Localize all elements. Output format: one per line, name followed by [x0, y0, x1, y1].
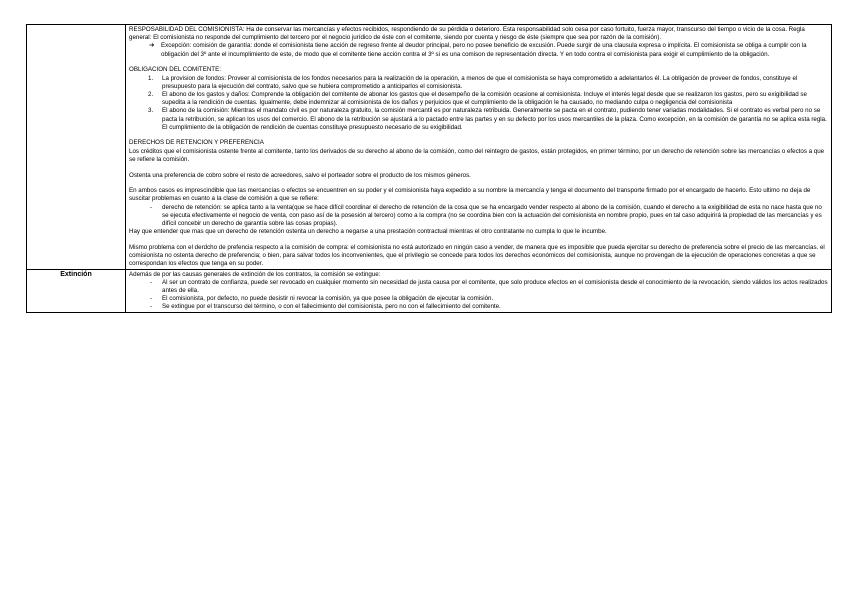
exception-text: Excepción: comisión de garantía: donde el comisionista tiene acción de regreso frente al deudor principal, pero no posee beneficio de excusión. Puede surgir de una clausula expresa o implícita. El comisionista se obliga a cumplir con la obligación del 3º ante el incumplimiento de este, de modo que el comitente tiene acción contra el 3º si es una comison de representación directa. Y en todo contra el comisionista para exigir el cumplimiento de la obligación.	[161, 42, 807, 58]
extincion-intro: Además de por las causas generales de extinción de los contratos, la comisión se extingue:	[129, 270, 381, 278]
arrow-icon: ➔	[149, 42, 155, 50]
responsabilidad-paragraph	[129, 26, 828, 42]
retencion-dash-item	[129, 204, 828, 229]
retencion-paragraph-5: Mismo problema con el derdcho de prefencia respecto a la comisión de compra: el comisionista no está autorizado en ningún caso a vender, de manera que es imposible que pueda ejercitar su derecho de preferencia sobre el precio de las mercancías. el comisionista no ostenta derecho de preferencia; o bien, para salvar todos los inconvenientes, que el privilegio se concede para todos los derechos económicos del comisionista, aunque no provengan de la ejecución de operaciones concretas a que se correspondan los efectos que tenga en su poder.	[129, 243, 825, 268]
row-label-extincion: Extinción	[27, 269, 126, 312]
extincion-item-text: Se extingue por el transcurso del término, o con el fallecimiento del comisionista, pero no con el fallecimiento del comitente.	[162, 303, 501, 311]
obligacion-list	[129, 75, 828, 132]
list-item-text: La provision de fondos: Proveer al comisionista de los fondos necesarios para la realización de la operación, a menos de que el comisionista se haya comprometido a adelantarlos él. La obligación de proveer de fondos, constituye el presupuesto para la ejecución del contrato, salvo que se hubiera comprometido a anticiparlos el comisionista.	[162, 74, 798, 90]
extincion-item	[129, 279, 828, 295]
obligacion-heading: OBLIGACION DEL COMITENTE:	[129, 66, 221, 74]
list-item	[129, 91, 828, 107]
list-item	[129, 107, 828, 132]
row-label-cell	[27, 25, 126, 270]
list-item-text: El abono de los gastos y daños: Comprende la obligación del comitente de abonar los gastos que el desempeño de la comisión ocasione al comisionista. Incluye el interés legal desde que se realizaron los gastos, pero su exigibilidad se supedita a la rendición de cuentas. Igualmente, debe indemnizar al comisionista de los daños y perjuicios que el cumplimiento de la obligación le ha causado, no mediando culpa o negligencia del comisionista	[162, 90, 807, 107]
extincion-item-text: El comisionista, por defecto, no puede desistir ni revocar la comisión, ya que posee la obligación de ejecutar la comisión.	[162, 295, 494, 303]
dash-item-text: derecho de retención: se aplica tanto a la venta(que se hace difícil coordinar el derecho de retención de la cosa que se ha encargado vender respecto al abono de la comisión, cuando el derecho a la exigibilidad de esta no nace hasta que no se ejecuta efectivamente el negocio de venta, con paso así de la posesión al tercero) como a la compra (no se coordina bien con la actuación del comisionista en nombre propio, pues en tal caso adquirirá la propiedad de las mercancías y es difícil concebir un derecho de garantía sobre las cosas propias).	[162, 203, 822, 228]
responsabilidad-heading: RESPOSABILIDAD DEL COMISIONISTA:	[129, 26, 245, 33]
row-content-cell	[126, 269, 832, 312]
row-content-cell	[126, 25, 832, 270]
dash-bullet-icon: -	[150, 295, 153, 303]
content-table	[26, 24, 832, 313]
list-item-text: El abono de la comisión: Mientras el mandato civil es por naturaleza gratuito, la comisión mercantil es por naturaleza retribuida. Generalmente se pacta en el contrato, pudiendo tener variadas modalidades. Si el contrato es verbal pero no se pacta la retribución, se aplican los usos del comercio. El abono de la retribución se ajustará a lo pactado entre las partes y en su defecto por los usos mercantiles de la plaza. Como excepción, en la comisión de garantía no se aplica esta regla. El cumplimiento de la obligación de rendición de cuentas constituye presupuesto necesario de su exigibilidad.	[162, 107, 827, 131]
dash-bullet-icon: -	[150, 278, 153, 286]
responsabilidad-text: Ha de conservar las mercancías y efectos recibidos, respondiendo de su pérdida o deterioro. Esta responsabilidad solo cesa por caso fortuito, fuerza mayor, transcurso del tiempo o vicio de la cosa. Regla general: El comisionista no responde del cumplimiento del tercero por el negocio jurídico de éste con el comitente, siendo por cuenta y riesgo de éste (siempre que sea por razón de la comisión).	[129, 26, 805, 42]
retencion-paragraph-4: Hay que entender que mas que un derecho de retención ostenta un derecho a negarse a una prestación contractual mientras el otro contratante no cumpla lo que le incumbe.	[129, 228, 607, 236]
list-item	[129, 75, 828, 91]
extincion-item	[129, 303, 828, 311]
list-number: 3.	[148, 107, 154, 115]
exception-item	[129, 42, 828, 58]
retencion-paragraph-1: Los créditos que el comisionista ostente frente al comitente, tanto los derivados de su derecho al abono de la comisión, como del reintegro de gastos, están protegidos, en primer término, por un derecho de retención sobre las mercancías o efectos a que se refiere la comisión.	[129, 147, 825, 163]
table-row	[27, 25, 832, 270]
retencion-paragraph-2: Ostenta una preferencia de cobro sobre el resto de acreedores, salvo el porteador sobre el producto de los mismos géneros.	[129, 171, 471, 179]
dash-bullet-icon: -	[150, 203, 153, 211]
retencion-paragraph-3: En ambos casos es imprescindible que las mercancías o efectos se encuentren en su poder y el comisionista haya expedido a su nombre la mercancía y tenga el documento del transporte firmado por el encargado de hacerlo. Esto ultimo no deja de suscitar problemas en cuanto a la clase de comisión a que se refiere:	[129, 187, 811, 203]
list-number: 2.	[148, 90, 154, 98]
extincion-item-text: Al ser un contrato de confianza, puede ser revocado en cualquier momento sin necesidad de justa causa por el comitente, que solo produce efectos en el comisionista desde el conocimiento de la revocación, siendo válidos los actos realizados antes de ella.	[162, 278, 828, 294]
extincion-item	[129, 295, 828, 303]
retencion-heading: DERECHOS DE RETENCION Y PREFERENCIA	[129, 139, 264, 147]
table-row	[27, 269, 832, 312]
dash-bullet-icon: -	[150, 303, 153, 311]
list-number: 1.	[148, 74, 154, 82]
